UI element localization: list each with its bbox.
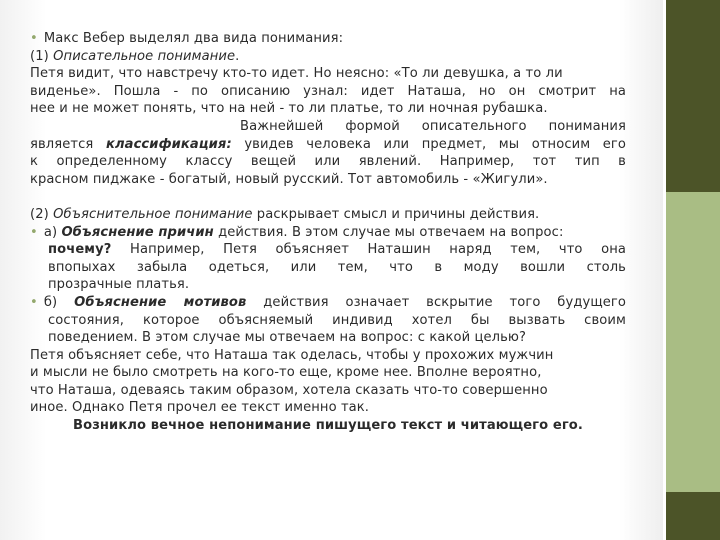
descriptive-heading: (1) Описательное понимание.	[30, 48, 240, 64]
text-line: иное. Однако Петя прочел ее текст именно так.	[30, 400, 370, 416]
explanatory-term: Объяснительное понимание	[53, 206, 253, 222]
list-item: • б) Объяснение мотивов действия означает вскрытие того будущего	[30, 294, 627, 310]
explanatory-heading: (2) Объяснительное понимание раскрывает смысл и причины действия.	[30, 206, 540, 222]
list-item: • а) Объяснение причин действия. В этом случае мы отвечаем на вопрос:	[30, 224, 564, 240]
descriptive-term: Описательное понимание	[53, 48, 236, 64]
classification-term: классификация:	[105, 136, 232, 152]
text-line: Петя объясняет себе, что Наташа так оделась, чтобы у прохожих мужчин	[30, 347, 554, 363]
text-line: Важнейшей формой описательного понимания	[240, 118, 626, 134]
list-item-line: прозрачные платья.	[48, 277, 190, 293]
bullet-icon: •	[30, 294, 38, 310]
text-line: красном пиджаке - богатый, новый русский. Тот автомобиль - «Жигули».	[30, 171, 548, 187]
list-item-line: поведением. В этом случае мы отвечаем на вопрос: с какой целью?	[48, 330, 527, 346]
list-item-line: впопыхах забыла одеться, или тем, что в моду вошли столь	[48, 259, 626, 275]
list-item-line: состояния, которое объясняемый индивид хотел бы вызвать своим	[48, 312, 626, 328]
conclusion-line: Возникло вечное непонимание пишущего текст и читающего его.	[73, 418, 583, 434]
text-line: к определенному классу вещей или явлений. Например, тот тип в	[30, 154, 626, 170]
slide-text	[30, 30, 626, 435]
intro-line: • Макс Вебер выделял два вида понимания:	[30, 31, 344, 46]
sidebar-block-dark-bottom	[666, 492, 720, 540]
bullet-icon: •	[30, 224, 38, 240]
list-item-line: почему? Например, Петя объясняет Наташин наряд тем, что она	[48, 242, 626, 258]
text-line: Петя видит, что навстречу кто-то идет. Но неясно: «То ли девушка, а то ли	[30, 66, 563, 82]
text-line: что Наташа, одеваясь таким образом, хотела сказать что-то совершенно	[30, 382, 548, 398]
bullet-icon: •	[30, 31, 38, 46]
text-line: является классификация: увидев человека или предмет, мы относим его	[30, 136, 626, 152]
text-line: и мысли не было смотреть на кого-то еще, кроме нее. Вполне вероятно,	[30, 365, 542, 381]
paragraph-gap	[30, 188, 626, 206]
sidebar-block-light	[666, 192, 720, 492]
sidebar-block-dark-top	[666, 0, 720, 192]
text-line: виденье». Пошла - по описанию узнал: идет Наташа, но он смотрит на	[30, 83, 626, 99]
why-term: почему?	[48, 242, 112, 258]
text-line: нее и не может понять, что на ней - то ли платье, то ли ночная рубашка.	[30, 101, 548, 117]
causes-term: Объяснение причин	[61, 224, 214, 240]
motives-term: Объяснение мотивов	[74, 294, 247, 310]
